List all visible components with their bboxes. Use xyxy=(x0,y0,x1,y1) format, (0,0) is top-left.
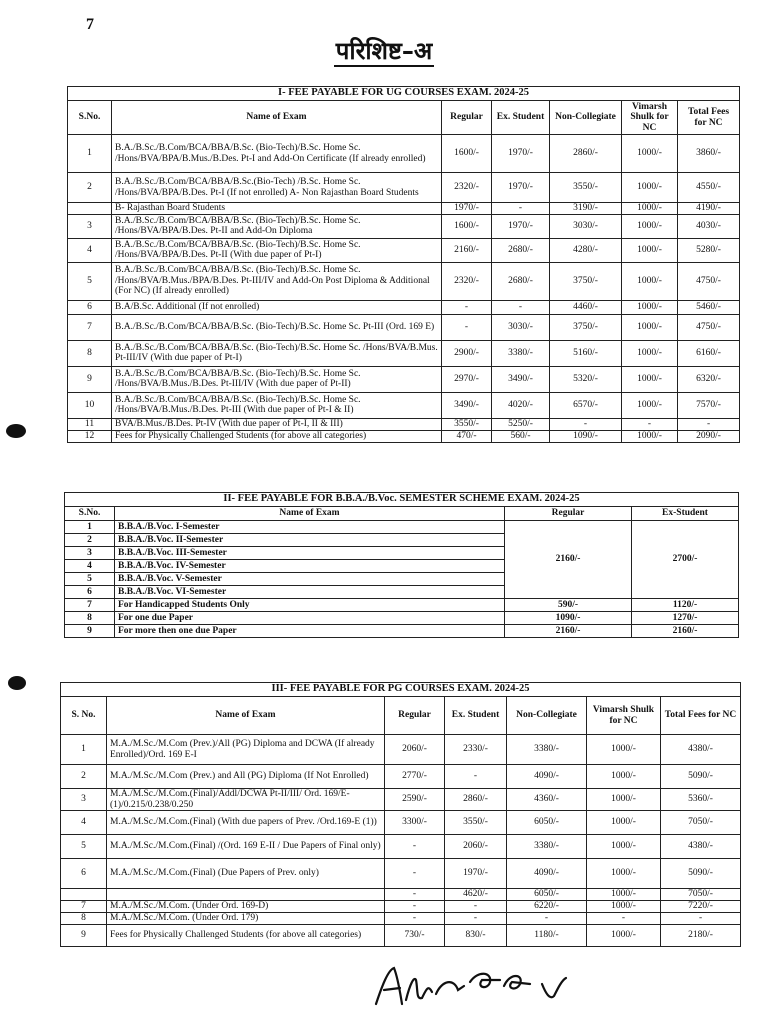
fee-cell: 1000/- xyxy=(587,789,661,811)
exam-name-cell: B.A./B.Sc./B.Com/BCA/BBA/B.Sc. (Bio-Tech)/B.Sc. Home Sc. /Hons/BVA/B.Mus./B.Des. Pt-III (With due paper of Pt-I & II) xyxy=(112,392,442,418)
exam-name-cell: B.B.A./B.Voc. V-Semester xyxy=(115,573,505,586)
fee-cell: 8 xyxy=(68,340,112,366)
fee-cell: 2860/- xyxy=(445,789,507,811)
fee-cell: 1000/- xyxy=(587,735,661,765)
fee-cell: 730/- xyxy=(385,925,445,947)
fee-cell: 6320/- xyxy=(678,366,740,392)
fee-cell: 1090/- xyxy=(550,430,622,442)
fee-cell: 830/- xyxy=(445,925,507,947)
table-row xyxy=(68,430,740,442)
table-row xyxy=(61,925,741,947)
fee-cell: - xyxy=(492,203,550,215)
page-title-text: परिशिष्ट–अ xyxy=(335,37,433,65)
fee-cell: 2160/- xyxy=(505,521,632,599)
exam-name-cell: B.B.A./B.Voc. II-Semester xyxy=(115,534,505,547)
fee-cell: 11 xyxy=(68,418,112,430)
fee-cell: 1000/- xyxy=(587,889,661,901)
fee-cell: 4090/- xyxy=(507,859,587,889)
exam-name-cell: For Handicapped Students Only xyxy=(115,599,505,612)
fee-cell: 3380/- xyxy=(507,835,587,859)
exam-name-cell: M.A./M.Sc./M.Com. (Under Ord. 179) xyxy=(107,913,385,925)
bba-column-header: Name of Exam xyxy=(115,507,505,521)
fee-cell: 1970/- xyxy=(442,203,492,215)
fee-cell: 590/- xyxy=(505,599,632,612)
fee-cell: 4460/- xyxy=(550,300,622,314)
fee-cell: 6 xyxy=(68,300,112,314)
exam-name-cell: B.A/B.Sc. Additional (If not enrolled) xyxy=(112,300,442,314)
fee-cell: - xyxy=(385,901,445,913)
fee-cell: 1090/- xyxy=(505,612,632,625)
fee-cell: 1000/- xyxy=(622,300,678,314)
exam-name-cell: B.B.A./B.Voc. I-Semester xyxy=(115,521,505,534)
serial-cell: 3 xyxy=(65,547,115,560)
fee-cell: 3300/- xyxy=(385,811,445,835)
fee-cell: 4550/- xyxy=(678,173,740,203)
fee-cell: 1 xyxy=(61,735,107,765)
fee-cell: - xyxy=(385,859,445,889)
fee-cell: 5090/- xyxy=(661,765,741,789)
ink-blot xyxy=(8,676,26,690)
ug-column-header: Ex. Student xyxy=(492,101,550,135)
fee-cell: 2900/- xyxy=(442,340,492,366)
fee-cell: 1000/- xyxy=(622,366,678,392)
table-row xyxy=(68,214,740,238)
fee-cell: 1970/- xyxy=(492,173,550,203)
handwritten-signature xyxy=(370,960,590,1010)
table-row xyxy=(61,901,741,913)
ug-column-header: Name of Exam xyxy=(112,101,442,135)
fee-cell: 3190/- xyxy=(550,203,622,215)
bba-column-header: Regular xyxy=(505,507,632,521)
bba-fee-table xyxy=(64,492,739,638)
exam-name-cell: B.A./B.Sc./B.Com/BCA/BBA/B.Sc. (Bio-Tech)/B.Sc. Home Sc. /Hons/BVA/B.Mus. Pt-III/IV (With due paper of Pt-I) xyxy=(112,340,442,366)
fee-cell: 10 xyxy=(68,392,112,418)
fee-cell: 3550/- xyxy=(550,173,622,203)
table-row xyxy=(68,238,740,262)
pg-fee-table xyxy=(60,682,741,947)
exam-name-cell: BVA/B.Mus./B.Des. Pt-IV (With due paper of Pt-I, II & III) xyxy=(112,418,442,430)
fee-cell: 1000/- xyxy=(622,203,678,215)
serial-cell: 1 xyxy=(65,521,115,534)
ug-column-header: Regular xyxy=(442,101,492,135)
fee-cell: 2 xyxy=(61,765,107,789)
table-row xyxy=(68,203,740,215)
fee-cell: 9 xyxy=(65,625,115,638)
fee-cell: - xyxy=(661,913,741,925)
table-row xyxy=(65,612,739,625)
page-number: 7 xyxy=(86,16,94,33)
fee-cell: 6220/- xyxy=(507,901,587,913)
table-row xyxy=(61,735,741,765)
fee-cell: - xyxy=(445,901,507,913)
exam-name-cell: B.A./B.Sc./B.Com/BCA/BBA/B.Sc. (Bio-Tech)/B.Sc. Home Sc. /Hons/BVA/BPA/B.Des. Pt-II (With due paper of Pt-I) xyxy=(112,238,442,262)
fee-cell: 2330/- xyxy=(445,735,507,765)
exam-name-cell: B.B.A./B.Voc. IV-Semester xyxy=(115,560,505,573)
exam-name-cell: M.A./M.Sc./M.Com (Prev.) and All (PG) Diploma (If Not Enrolled) xyxy=(107,765,385,789)
bba-table-caption: II- FEE PAYABLE FOR B.B.A./B.Voc. SEMESTER SCHEME EXAM. 2024-25 xyxy=(65,493,739,507)
fee-cell: - xyxy=(445,913,507,925)
fee-cell: 8 xyxy=(65,612,115,625)
fee-cell: 4 xyxy=(61,811,107,835)
serial-cell: 5 xyxy=(65,573,115,586)
exam-name-cell: M.A./M.Sc./M.Com.(Final) (With due papers of Prev. /Ord.169-E (1)) xyxy=(107,811,385,835)
ug-column-header: Non-Collegiate xyxy=(550,101,622,135)
fee-cell: 6160/- xyxy=(678,340,740,366)
fee-cell xyxy=(61,889,107,901)
ink-blot xyxy=(6,424,26,438)
fee-cell: 1000/- xyxy=(622,430,678,442)
fee-cell: - xyxy=(385,835,445,859)
fee-cell: 3750/- xyxy=(550,314,622,340)
bba-column-header: S.No. xyxy=(65,507,115,521)
fee-cell: - xyxy=(385,889,445,901)
fee-cell: 1000/- xyxy=(587,859,661,889)
fee-cell: 5090/- xyxy=(661,859,741,889)
fee-cell: 3380/- xyxy=(492,340,550,366)
fee-cell: 2090/- xyxy=(678,430,740,442)
fee-cell: 1970/- xyxy=(492,214,550,238)
fee-cell: 7050/- xyxy=(661,889,741,901)
exam-name-cell: Fees for Physically Challenged Students (for above all categories) xyxy=(107,925,385,947)
table-row xyxy=(65,521,739,534)
fee-cell: 1600/- xyxy=(442,135,492,173)
fee-cell: 3030/- xyxy=(550,214,622,238)
fee-cell: 470/- xyxy=(442,430,492,442)
exam-name-cell: B.A./B.Sc./B.Com/BCA/BBA/B.Sc. (Bio-Tech)/B.Sc. Home Sc. /Hons/BVA/B.Mus./BPA/B.Des. Pt-III/IV and Add-On Post Diploma & Additional (For NC) (If already enrolled) xyxy=(112,262,442,300)
fee-cell: 5360/- xyxy=(661,789,741,811)
exam-name-cell: B.A./B.Sc./B.Com/BCA/BBA/B.Sc. (Bio-Tech)/B.Sc. Home Sc. /Hons/BVA/BPA/B.Des. Pt-II and Add-On Diploma xyxy=(112,214,442,238)
exam-name-cell: For one due Paper xyxy=(115,612,505,625)
fee-cell: 1000/- xyxy=(622,340,678,366)
fee-cell: 1 xyxy=(68,135,112,173)
fee-cell: 2160/- xyxy=(632,625,739,638)
table-row xyxy=(68,173,740,203)
fee-cell: 1000/- xyxy=(622,262,678,300)
ug-table-caption: I- FEE PAYABLE FOR UG COURSES EXAM. 2024-25 xyxy=(68,87,740,101)
exam-name-cell: For more then one due Paper xyxy=(115,625,505,638)
fee-cell: 3 xyxy=(68,214,112,238)
fee-cell: 6050/- xyxy=(507,889,587,901)
fee-cell: 1000/- xyxy=(622,135,678,173)
pg-column-header: Name of Exam xyxy=(107,697,385,735)
fee-cell xyxy=(68,203,112,215)
fee-cell: - xyxy=(442,314,492,340)
table-row xyxy=(68,314,740,340)
table-row xyxy=(61,889,741,901)
fee-cell: 1000/- xyxy=(587,925,661,947)
table-row xyxy=(61,913,741,925)
fee-cell: 3 xyxy=(61,789,107,811)
fee-cell: 4620/- xyxy=(445,889,507,901)
fee-cell: 2680/- xyxy=(492,262,550,300)
table-row xyxy=(61,811,741,835)
fee-cell: - xyxy=(492,300,550,314)
fee-cell: 1000/- xyxy=(622,173,678,203)
fee-cell: 4030/- xyxy=(678,214,740,238)
fee-cell: 1000/- xyxy=(622,238,678,262)
table-row xyxy=(68,262,740,300)
fee-cell: 3030/- xyxy=(492,314,550,340)
table-row xyxy=(68,366,740,392)
fee-cell: 12 xyxy=(68,430,112,442)
fee-cell: 2160/- xyxy=(505,625,632,638)
fee-cell: 2320/- xyxy=(442,262,492,300)
exam-name-cell: M.A./M.Sc./M.Com (Prev.)/All (PG) Diploma and DCWA (If already Enrolled)/Ord. 169 E-I xyxy=(107,735,385,765)
fee-cell: 2180/- xyxy=(661,925,741,947)
fee-cell: 7570/- xyxy=(678,392,740,418)
pg-column-header: Ex. Student xyxy=(445,697,507,735)
fee-cell: 4360/- xyxy=(507,789,587,811)
fee-cell: 4380/- xyxy=(661,735,741,765)
page-title xyxy=(0,34,768,67)
fee-cell: - xyxy=(507,913,587,925)
exam-name-cell: B.A./B.Sc./B.Com/BCA/BBA/B.Sc. (Bio-Tech)/B.Sc. Home Sc. /Hons/BVA/B.Mus./B.Des. Pt-III/IV (With due paper of Pt-II) xyxy=(112,366,442,392)
fee-cell: 7 xyxy=(65,599,115,612)
exam-name-cell: B.B.A./B.Voc. III-Semester xyxy=(115,547,505,560)
fee-cell: 2860/- xyxy=(550,135,622,173)
fee-cell: 3490/- xyxy=(442,392,492,418)
fee-cell: 4190/- xyxy=(678,203,740,215)
ug-column-header: Vimarsh Shulk for NC xyxy=(622,101,678,135)
fee-cell: 1970/- xyxy=(445,859,507,889)
table-row xyxy=(68,135,740,173)
fee-cell: 5160/- xyxy=(550,340,622,366)
pg-column-header: Regular xyxy=(385,697,445,735)
fee-cell: 3860/- xyxy=(678,135,740,173)
fee-cell: 3380/- xyxy=(507,735,587,765)
fee-cell: 1000/- xyxy=(622,314,678,340)
fee-cell: 5250/- xyxy=(492,418,550,430)
fee-cell: 1000/- xyxy=(587,835,661,859)
table-row xyxy=(65,625,739,638)
fee-cell: 4750/- xyxy=(678,262,740,300)
fee-cell: 5280/- xyxy=(678,238,740,262)
table-row xyxy=(68,392,740,418)
fee-cell: 1000/- xyxy=(587,901,661,913)
ug-column-header: Total Fees for NC xyxy=(678,101,740,135)
fee-cell: 9 xyxy=(68,366,112,392)
fee-cell: 4 xyxy=(68,238,112,262)
fee-cell: 2770/- xyxy=(385,765,445,789)
fee-cell: 5320/- xyxy=(550,366,622,392)
fee-cell: 7050/- xyxy=(661,811,741,835)
fee-cell: 4750/- xyxy=(678,314,740,340)
fee-cell: - xyxy=(587,913,661,925)
table-row xyxy=(61,789,741,811)
fee-cell: 3550/- xyxy=(442,418,492,430)
serial-cell: 6 xyxy=(65,586,115,599)
fee-cell: 7220/- xyxy=(661,901,741,913)
table-row xyxy=(61,835,741,859)
fee-cell: 7 xyxy=(68,314,112,340)
fee-cell: 5 xyxy=(68,262,112,300)
exam-name-cell: M.A./M.Sc./M.Com.(Final)/Addl/DCWA Pt-II/III/ Ord. 169/E-(1)/0.215/0.238/0.250 xyxy=(107,789,385,811)
fee-cell: 1000/- xyxy=(622,214,678,238)
fee-cell: 1120/- xyxy=(632,599,739,612)
fee-cell: 1000/- xyxy=(587,765,661,789)
fee-cell: 5 xyxy=(61,835,107,859)
exam-name-cell: B- Rajasthan Board Students xyxy=(112,203,442,215)
fee-cell: 3490/- xyxy=(492,366,550,392)
pg-column-header: Non-Collegiate xyxy=(507,697,587,735)
fee-cell: 2680/- xyxy=(492,238,550,262)
fee-cell: 6 xyxy=(61,859,107,889)
exam-name-cell xyxy=(107,889,385,901)
fee-cell: 4020/- xyxy=(492,392,550,418)
exam-name-cell: B.A./B.Sc./B.Com/BCA/BBA/B.Sc. (Bio-Tech)/B.Sc. Home Sc. /Hons/BVA/BPA/B.Mus./B.Des. Pt-I and Add-On Certificate (If already enrolled) xyxy=(112,135,442,173)
fee-cell: - xyxy=(678,418,740,430)
fee-cell: - xyxy=(385,913,445,925)
bba-column-header: Ex-Student xyxy=(632,507,739,521)
exam-name-cell: Fees for Physically Challenged Students (for above all categories) xyxy=(112,430,442,442)
fee-cell: 560/- xyxy=(492,430,550,442)
fee-cell: 6570/- xyxy=(550,392,622,418)
fee-cell: 5460/- xyxy=(678,300,740,314)
pg-column-header: S. No. xyxy=(61,697,107,735)
fee-cell: 3750/- xyxy=(550,262,622,300)
exam-name-cell: M.A./M.Sc./M.Com.(Final) (Due Papers of Prev. only) xyxy=(107,859,385,889)
fee-cell: 6050/- xyxy=(507,811,587,835)
fee-cell: 2160/- xyxy=(442,238,492,262)
fee-cell: - xyxy=(442,300,492,314)
exam-name-cell: B.B.A./B.Voc. VI-Semester xyxy=(115,586,505,599)
fee-cell: 2060/- xyxy=(385,735,445,765)
table-row xyxy=(68,340,740,366)
table-row xyxy=(68,300,740,314)
fee-cell: 2700/- xyxy=(632,521,739,599)
fee-cell: 1970/- xyxy=(492,135,550,173)
serial-cell: 4 xyxy=(65,560,115,573)
fee-cell: 8 xyxy=(61,913,107,925)
fee-cell: 1000/- xyxy=(587,811,661,835)
fee-cell: 4380/- xyxy=(661,835,741,859)
fee-cell: 2970/- xyxy=(442,366,492,392)
fee-cell: 9 xyxy=(61,925,107,947)
exam-name-cell: M.A./M.Sc./M.Com. (Under Ord. 169-D) xyxy=(107,901,385,913)
fee-cell: - xyxy=(622,418,678,430)
serial-cell: 2 xyxy=(65,534,115,547)
table-row xyxy=(68,418,740,430)
fee-cell: - xyxy=(550,418,622,430)
ug-column-header: S.No. xyxy=(68,101,112,135)
fee-cell: 2320/- xyxy=(442,173,492,203)
fee-cell: 1270/- xyxy=(632,612,739,625)
fee-cell: 7 xyxy=(61,901,107,913)
exam-name-cell: B.A./B.Sc./B.Com/BCA/BBA/B.Sc. (Bio-Tech)/B.Sc. Home Sc. Pt-III (Ord. 169 E) xyxy=(112,314,442,340)
fee-cell: 3550/- xyxy=(445,811,507,835)
pg-column-header: Vimarsh Shulk for NC xyxy=(587,697,661,735)
table-row xyxy=(61,765,741,789)
table-row xyxy=(61,859,741,889)
fee-cell: 4090/- xyxy=(507,765,587,789)
fee-cell: 1600/- xyxy=(442,214,492,238)
pg-table-caption: III- FEE PAYABLE FOR PG COURSES EXAM. 2024-25 xyxy=(61,683,741,697)
fee-cell: 2 xyxy=(68,173,112,203)
pg-column-header: Total Fees for NC xyxy=(661,697,741,735)
exam-name-cell: B.A./B.Sc./B.Com/BCA/BBA/B.Sc.(Bio-Tech) /B.Sc. Home Sc. /Hons/BVA/BPA/B.Des. Pt-I (If not enrolled) A- Non Rajasthan Board Students xyxy=(112,173,442,203)
fee-cell: - xyxy=(445,765,507,789)
fee-cell: 4280/- xyxy=(550,238,622,262)
fee-cell: 1000/- xyxy=(622,392,678,418)
fee-cell: 2060/- xyxy=(445,835,507,859)
fee-cell: 1180/- xyxy=(507,925,587,947)
table-row xyxy=(65,599,739,612)
ug-fee-table xyxy=(67,86,740,443)
exam-name-cell: M.A./M.Sc./M.Com.(Final) /(Ord. 169 E-II / Due Papers of Final only) xyxy=(107,835,385,859)
fee-cell: 2590/- xyxy=(385,789,445,811)
